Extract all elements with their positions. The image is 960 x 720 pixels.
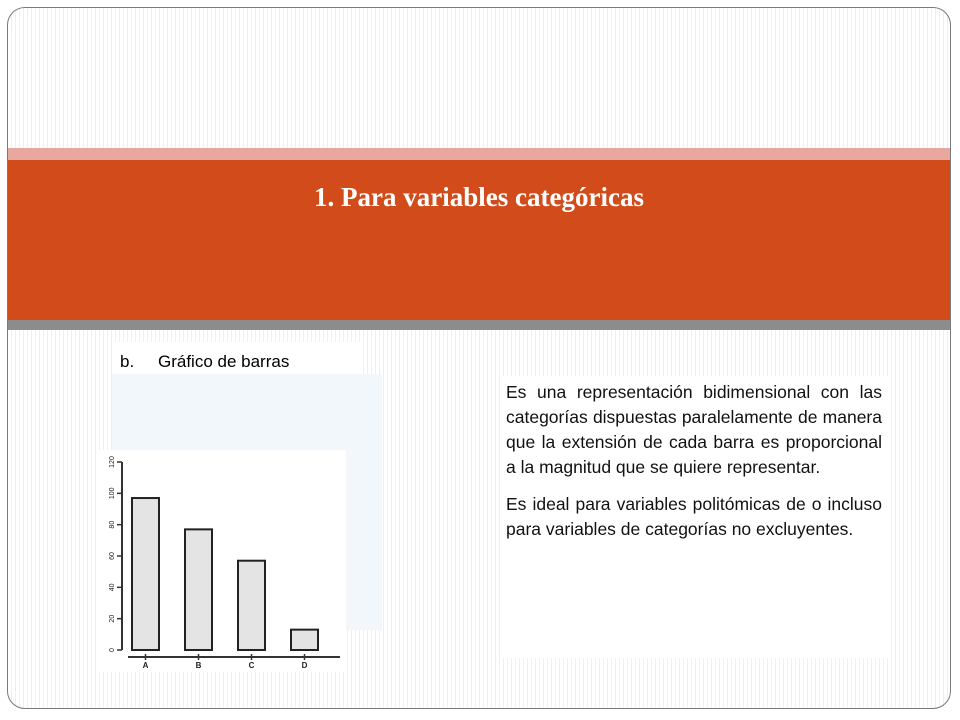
subheading <box>112 342 360 378</box>
x-tick-label-C: C <box>248 661 255 670</box>
description-paragraph-1: Es una representación bidimensional con las categorías dispuestas paralelamente de manera que la extensión de cada barra es proporcional a la magnitud que se quiere representar. <box>506 382 882 477</box>
banner-top-stripe <box>8 148 950 160</box>
x-tick-label-B: B <box>195 661 202 670</box>
banner-bottom-stripe <box>8 320 950 330</box>
bar-chart-area <box>98 450 346 672</box>
y-tick-label: 60 <box>108 552 116 560</box>
x-tick-label-A: A <box>142 661 149 670</box>
bar-chart <box>98 450 346 672</box>
x-tick-label-D: D <box>301 661 308 670</box>
y-tick-label: 120 <box>108 456 116 468</box>
y-tick-label: 100 <box>108 487 116 500</box>
subheading-text: Gráfico de barras <box>158 352 290 371</box>
slide-title: 1. Para variables categóricas <box>314 182 644 212</box>
y-tick-label: 40 <box>108 583 116 592</box>
y-tick-label: 0 <box>108 648 116 652</box>
subheading-number: b. <box>120 352 135 371</box>
y-tick-label: 80 <box>108 520 116 529</box>
description-text-box <box>500 376 888 658</box>
title-banner <box>8 160 950 320</box>
bar-A <box>132 498 159 650</box>
description-paragraph-2: Es ideal para variables politómicas de o incluso para variables de categorías no excluyentes. <box>506 494 882 539</box>
bar-C <box>238 561 265 650</box>
y-tick-label: 20 <box>108 614 116 623</box>
bar-B <box>185 529 212 650</box>
bar-D <box>291 630 318 650</box>
